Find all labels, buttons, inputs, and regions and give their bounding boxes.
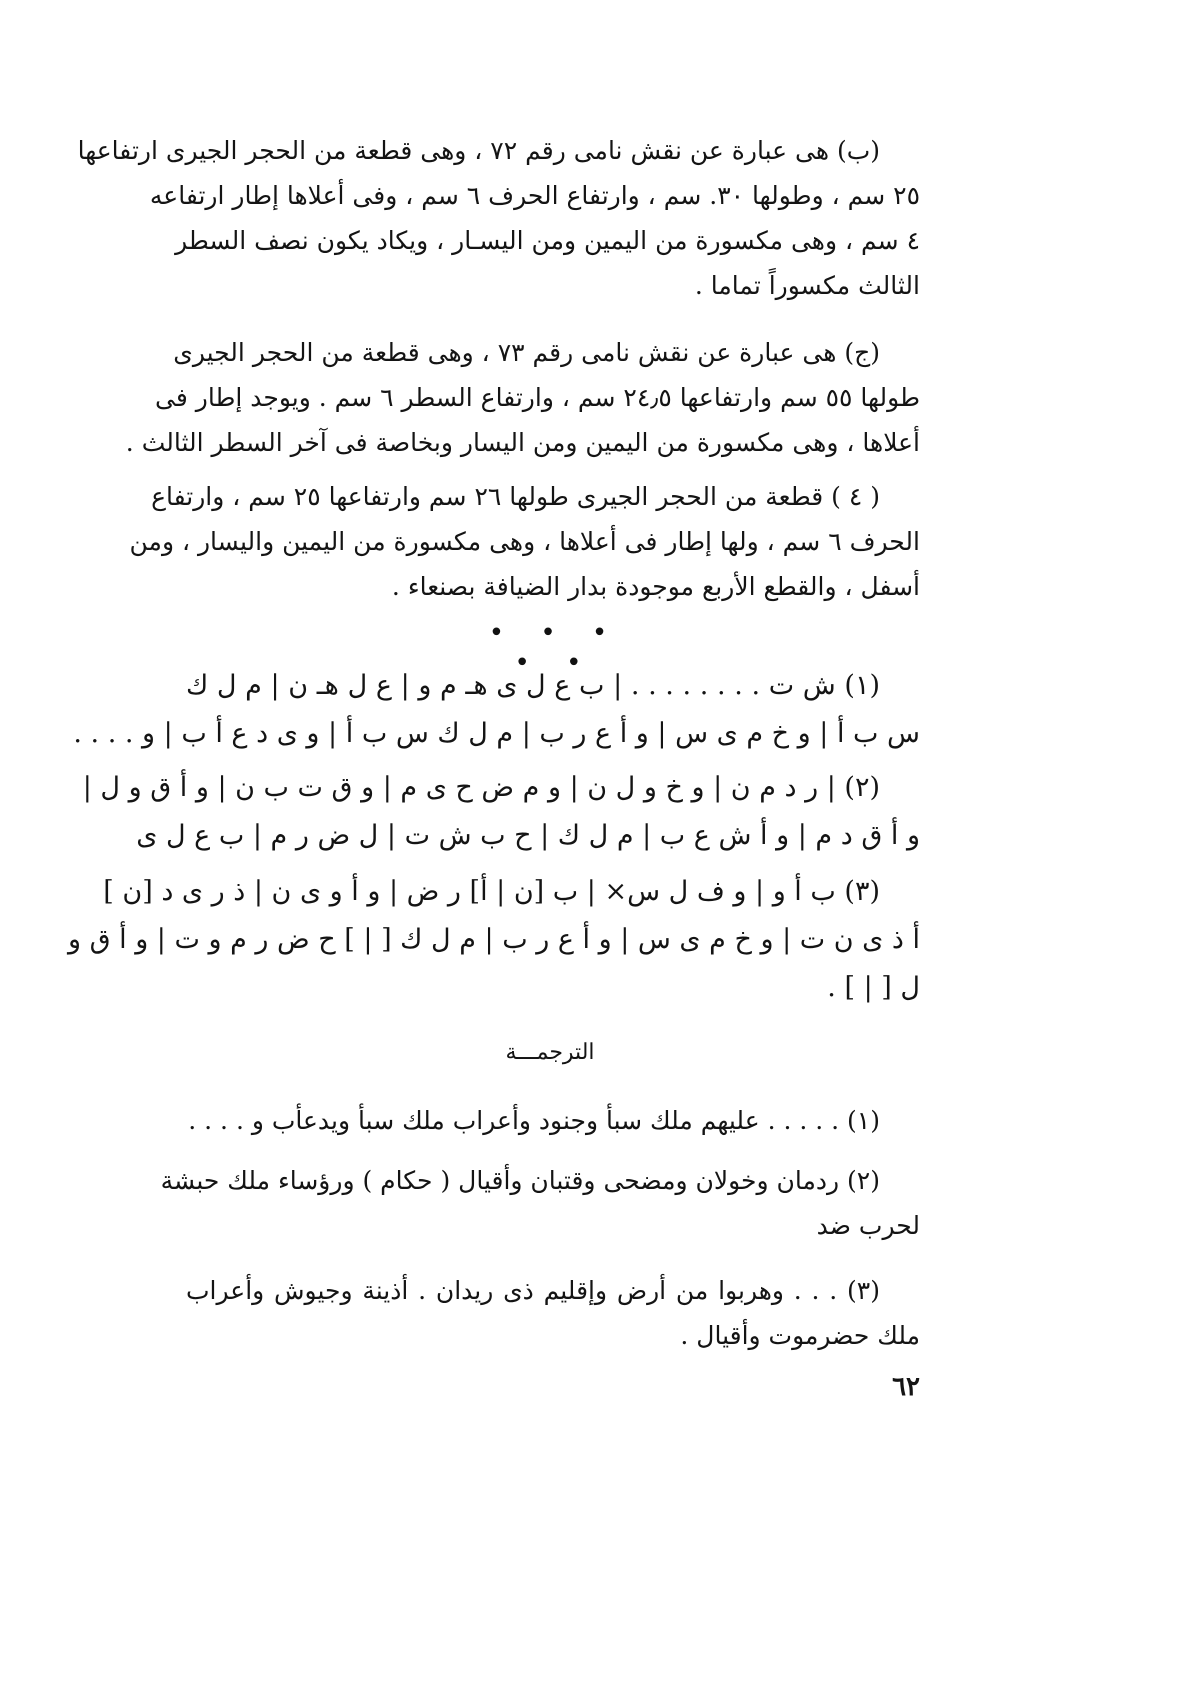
inscription-text: (١) ش ت . . . . . . . . | ب ع ل ى هـ م و | ع ل هـ ن | م ل ك [186,670,880,701]
page-number: ٦٢ [892,1372,920,1402]
inscription-text: (٢) | ر د م ن | و خ و ل ن | و م ض ح ى م | و ق ت ب ن | و أ ق و ل | [82,772,880,803]
section-separator: • • • • • [488,618,622,678]
text-line: ٢٥ سم ، وطولها ٣٠. سم ، وارتفاع الحرف ٦ سم ، وفى أعلاها إطار ارتفاعه [149,181,920,210]
text-line: أعلاها ، وهى مكسورة من اليمين ومن اليسار وبخاصة فى آخر السطر الثالث . [125,428,920,457]
inscription-line-1 [73,662,920,758]
text-line: لحرب ضد [816,1211,920,1240]
text-line: ملك حضرموت وأقيال . [680,1321,920,1350]
translation-item-1 [186,1098,920,1143]
text-line: ( ٤ ) قطعة من الحجر الجيرى طولها ٢٦ سم وارتفاعها ٢٥ سم ، وارتفاع [151,482,880,511]
text-line: ٤ سم ، وهى مكسورة من اليمين ومن اليسـار ، ويكاد يكون نصف السطر [175,226,920,255]
text-line: الثالث مكسوراً تماما . [694,271,920,300]
inscription-line-2 [82,764,920,860]
text-line: (ب) هى عبارة عن نقش نامى رقم ٧٢ ، وهى قطعة من الحجر الجيرى ارتفاعها [77,136,880,165]
paragraph-b [77,128,920,308]
inscription-text: أ ذ ى ن ت | و خ م ى س | و أ ع ر ب | م ل ك [ | ] ح ض ر م و ت | و أ ق و [67,924,920,955]
text-line: أسفل ، والقطع الأربع موجودة بدار الضيافة بصنعاء . [391,572,920,601]
paragraph-j [125,330,920,465]
inscription-text: و أ ق د م | و أ ش ع ب | م ل ك | ح ب ش ت | ل ض ر م | ب ع ل ى [136,820,920,851]
translation-item-3 [186,1268,920,1358]
inscription-text: ل [ | ] . [827,972,920,1003]
text-line: (٣) . . . وهربوا من أرض وإقليم ذى ريدان . أذينة وجيوش وأعراب [186,1276,880,1305]
text-line: طولها ٥٥ سم وارتفاعها ٢٤٫٥ سم ، وارتفاع السطر ٦ سم . ويوجد إطار فى [155,383,920,412]
inscription-line-3 [67,868,920,1012]
text-line: الحرف ٦ سم ، ولها إطار فى أعلاها ، وهى مكسورة من اليمين واليسار ، ومن [129,527,920,556]
paragraph-4 [129,474,920,609]
text-line: (٢) ردمان وخولان ومضحى وقتبان وأقيال ( حكام ) ورؤساء ملك حبشة [160,1166,880,1195]
translation-item-2 [160,1158,920,1248]
text-line: (١) . . . . . عليهم ملك سبأ وجنود وأعراب ملك سبأ ويدعأب و . . . . [188,1106,880,1135]
text-line: (ج) هى عبارة عن نقش نامى رقم ٧٣ ، وهى قطعة من الحجر الجيرى [173,338,880,367]
inscription-text: (٣) ب أ و | و ف ل س× | ب [ن | أ] ر ض | و أ و ى ن | ذ ر ى د [ن ] [103,876,880,907]
inscription-text: س ب أ | و خ م ى س | و أ ع ر ب | م ل ك س ب أ | و ى د ع أ ب | و . . . . [73,718,920,749]
translation-heading: الترجمـــة [505,1040,595,1065]
